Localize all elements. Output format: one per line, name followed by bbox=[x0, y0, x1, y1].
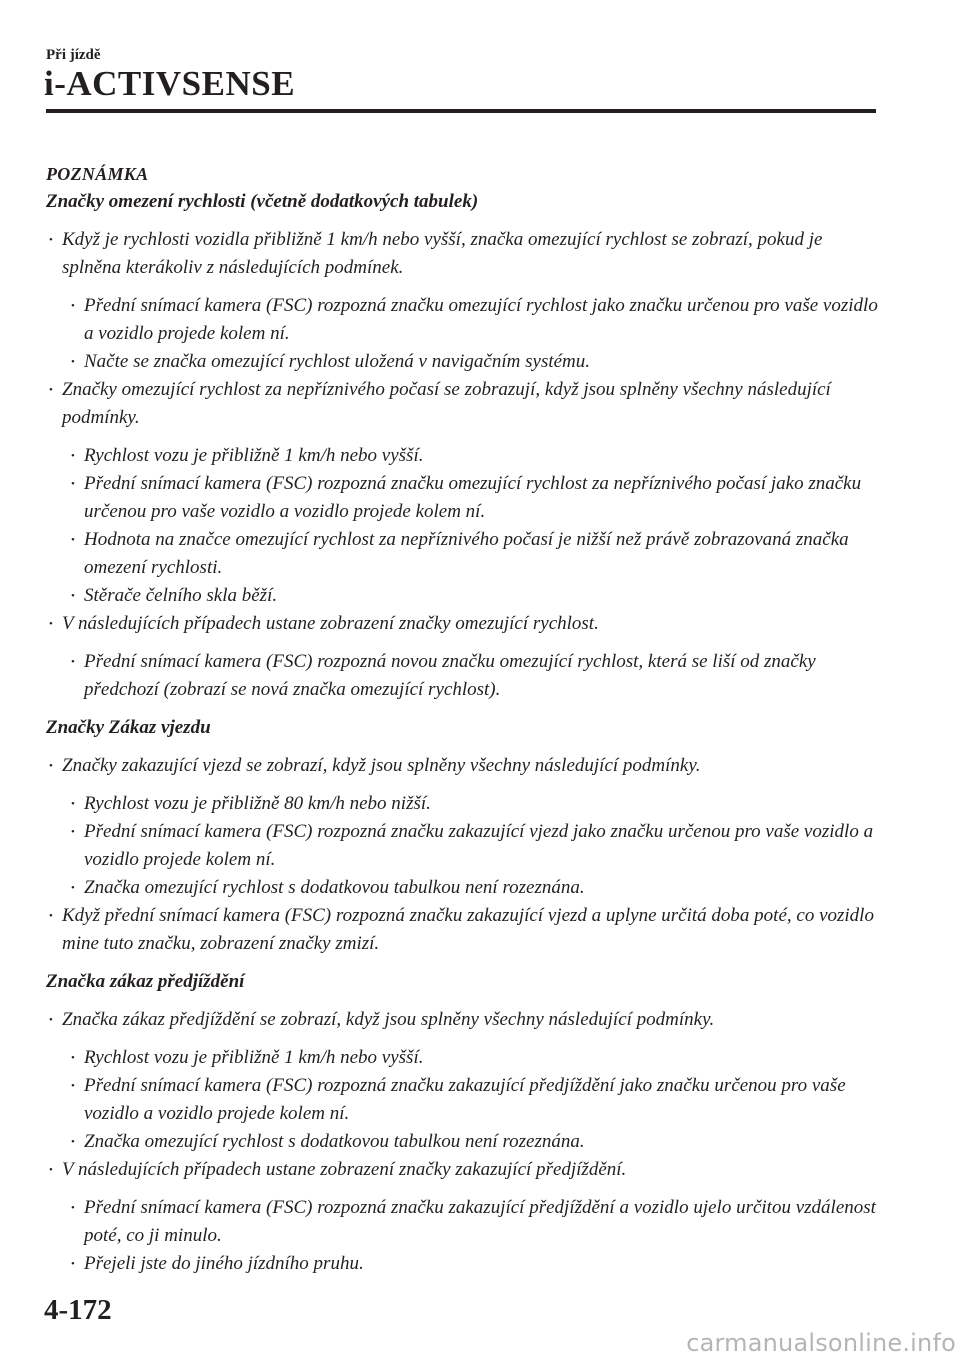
list-item: • V následujících případech ustane zobrazení značky zakazující předjíždění. bbox=[46, 1156, 886, 1184]
watermark: carmanualsonline.info bbox=[686, 1329, 956, 1357]
note-subheading: Značky Zákaz vjezdu bbox=[46, 717, 211, 738]
list-item: • Přední snímací kamera (FSC) rozpozná značku zakazující předjíždění a vozidlo ujelo určitou vzdálenost poté, co ji minulo. bbox=[46, 1194, 886, 1250]
list-item: • Značky zakazující vjezd se zobrazí, když jsou splněny všechny následující podmínky. bbox=[46, 752, 886, 780]
list-item: • Hodnota na značce omezující rychlost za nepříznivého počasí je nižší než právě zobrazovaná značka omezení rychlosti. bbox=[46, 526, 886, 582]
section-label: Při jízdě bbox=[46, 47, 101, 63]
note-heading: POZNÁMKA bbox=[46, 164, 149, 184]
list-item: • Stěrače čelního skla běží. bbox=[46, 582, 886, 610]
list-item: • Přední snímací kamera (FSC) rozpozná značku omezující rychlost jako značku určenou pro vaše vozidlo a vozidlo projede kolem ní. bbox=[46, 292, 886, 348]
note-subheading: Značky omezení rychlosti (včetně dodatkových tabulek) bbox=[46, 191, 479, 212]
note-block-no-overtaking bbox=[46, 968, 886, 1278]
page-title: i-ACTIVSENSE bbox=[44, 64, 296, 103]
list-item: • Značky omezující rychlost za nepříznivého počasí se zobrazují, když jsou splněny všechny následující podmínky. bbox=[46, 376, 886, 432]
list-item: • Když přední snímací kamera (FSC) rozpozná značku zakazující vjezd a uplyne určitá doba poté, co vozidlo mine tuto značku, zobrazení značky zmizí. bbox=[46, 902, 886, 958]
page-number: 4-172 bbox=[44, 1294, 112, 1326]
list-item: • V následujících případech ustane zobrazení značky omezující rychlost. bbox=[46, 610, 886, 638]
title-rule bbox=[46, 109, 876, 113]
list-item: • Když je rychlosti vozidla přibližně 1 km/h nebo vyšší, značka omezující rychlost se zobrazí, pokud je splněna kterákoliv z následujících podmínek. bbox=[46, 226, 886, 282]
note-content bbox=[46, 160, 886, 1278]
note-block-no-entry bbox=[46, 714, 886, 958]
note-block-speed-limit bbox=[46, 188, 886, 704]
note-subheading: Značka zákaz předjíždění bbox=[46, 971, 245, 992]
list-item: • Značka omezující rychlost s dodatkovou tabulkou není rozeznána. bbox=[46, 1128, 886, 1156]
list-item: • Značka zákaz předjíždění se zobrazí, když jsou splněny všechny následující podmínky. bbox=[46, 1006, 886, 1034]
list-item: • Přední snímací kamera (FSC) rozpozná značku zakazující předjíždění jako značku určenou pro vaše vozidlo a vozidlo projede kolem ní. bbox=[46, 1072, 886, 1128]
list-item: • Rychlost vozu je přibližně 1 km/h nebo vyšší. bbox=[46, 442, 886, 470]
list-item: • Přední snímací kamera (FSC) rozpozná značku zakazující vjezd jako značku určenou pro vaše vozidlo a vozidlo projede kolem ní. bbox=[46, 818, 886, 874]
list-item: • Rychlost vozu je přibližně 1 km/h nebo vyšší. bbox=[46, 1044, 886, 1072]
list-item: • Přední snímací kamera (FSC) rozpozná značku omezující rychlost za nepříznivého počasí jako značku určenou pro vaše vozidlo a vozidlo projede kolem ní. bbox=[46, 470, 886, 526]
list-item: • Načte se značka omezující rychlost uložená v navigačním systému. bbox=[46, 348, 886, 376]
list-item: • Značka omezující rychlost s dodatkovou tabulkou není rozeznána. bbox=[46, 874, 886, 902]
list-item: • Rychlost vozu je přibližně 80 km/h nebo nižší. bbox=[46, 790, 886, 818]
list-item: • Přední snímací kamera (FSC) rozpozná novou značku omezující rychlost, která se liší od značky předchozí (zobrazí se nová značka omezující rychlost). bbox=[46, 648, 886, 704]
list-item: • Přejeli jste do jiného jízdního pruhu. bbox=[46, 1250, 886, 1278]
